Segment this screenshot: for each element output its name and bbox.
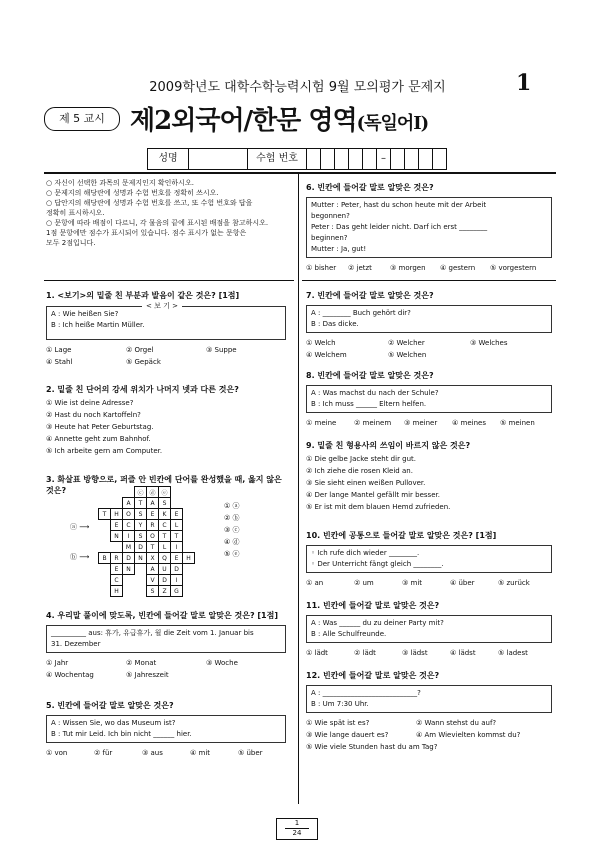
puzzle-cell [135, 586, 147, 597]
option[interactable]: ③ lädst [402, 649, 428, 657]
puzzle-cell [183, 531, 195, 542]
option[interactable]: ② Hast du noch Kartoffeln? [46, 411, 141, 419]
puzzle-cell: O [123, 509, 135, 520]
puzzle-cell: R [147, 520, 159, 531]
question-2 [46, 384, 292, 457]
option[interactable]: ④ meines [452, 419, 486, 427]
box-line: B : Ich muss ______ Eltern helfen. [311, 400, 427, 408]
puzzle-cell: Z [159, 586, 171, 597]
puzzle-cell [99, 520, 111, 531]
puzzle-cell: E [171, 509, 183, 520]
sentence-box [306, 545, 552, 573]
option[interactable]: ④ Stahl [46, 358, 73, 366]
dialog-box [306, 615, 552, 643]
option[interactable]: ① Jahr [46, 659, 69, 667]
option[interactable]: ⑤ Welchen [388, 351, 427, 359]
puzzle-cell [183, 520, 195, 531]
puzzle-cell: A [147, 564, 159, 575]
puzzle-cell [183, 586, 195, 597]
option[interactable]: ③ ⓒ [224, 526, 240, 534]
options [46, 657, 292, 681]
puzzle-cell: T [159, 531, 171, 542]
puzzle-cell: T [99, 509, 111, 520]
name-field[interactable] [189, 149, 248, 169]
header-rule [44, 172, 556, 174]
puzzle-cell: I [123, 531, 135, 542]
option[interactable]: ② jetzt [348, 264, 372, 272]
puzzle-row [99, 498, 195, 509]
puzzle-cell: T [147, 542, 159, 553]
puzzle-cell: O [147, 531, 159, 542]
puzzle-cell: L [159, 542, 171, 553]
instruction-line: ○ 답안지의 해당란에 성명과 수험 번호를 쓰고, 또 수험 번호와 답을 [46, 199, 253, 207]
puzzle-cell: A [123, 498, 135, 509]
question-6 [306, 182, 556, 274]
puzzle-cell [171, 487, 183, 498]
arrow-b-label: ⓑ ⟶ [70, 553, 90, 561]
puzzle-cell: B [99, 553, 111, 564]
puzzle-row [99, 509, 195, 520]
puzzle-cell: D [159, 575, 171, 586]
option[interactable]: ⑤ Ich arbeite gern am Computer. [46, 447, 163, 455]
option[interactable]: ⑤ Gepäck [126, 358, 161, 366]
puzzle-cell: R [111, 553, 123, 564]
instruction-line: ○ 문제지의 해당란에 성명과 수험 번호를 정확히 쓰시오. [46, 189, 219, 197]
puzzle-cell: C [159, 520, 171, 531]
option[interactable]: ② ⓑ [224, 514, 240, 522]
box-line: A : Wissen Sie, wo das Museum ist? [51, 719, 176, 727]
options [306, 417, 556, 429]
puzzle-cell [99, 564, 111, 575]
question-8 [306, 370, 556, 429]
option[interactable]: ④ ⓓ [224, 538, 240, 546]
options [46, 747, 292, 759]
puzzle-cell: E [111, 520, 123, 531]
box-line: B : Tut mir Leid. Ich bin nicht ______ hier. [51, 730, 192, 738]
box-line: 31. Dezember [51, 640, 101, 648]
puzzle-cell [99, 575, 111, 586]
option[interactable]: ③ Wie lange dauert es? [306, 731, 389, 739]
exam-no-digit[interactable] [335, 149, 349, 169]
instructions [46, 178, 292, 248]
option[interactable]: ③ Sie sieht einen weißen Pullover. [306, 479, 426, 487]
box-line: ◦ Ich rufe dich wieder ________. [311, 549, 420, 557]
q3-options [224, 500, 294, 560]
puzzle-cell: S [147, 586, 159, 597]
puzzle-cell: H [111, 586, 123, 597]
option[interactable]: ② für [94, 749, 113, 757]
puzzle-cell: T [171, 531, 183, 542]
page-footer [276, 818, 318, 840]
box-line: __________ aus: 휴가, 유급휴가, 월 die Zeit vom 1. Januar bis [51, 629, 254, 637]
dialog-box [46, 715, 286, 743]
exam-no-digit[interactable] [349, 149, 363, 169]
box-line: B : Das dicke. [311, 320, 359, 328]
option[interactable]: ④ lädst [450, 649, 476, 657]
box-line: ◦ Der Unterricht fängt gleich ________. [311, 560, 444, 568]
puzzle-row [99, 586, 195, 597]
word-puzzle-grid [98, 486, 195, 597]
puzzle-row [99, 542, 195, 553]
puzzle-cell: L [171, 520, 183, 531]
puzzle-cell: C [111, 575, 123, 586]
puzzle-cell [99, 531, 111, 542]
puzzle-cell [183, 542, 195, 553]
puzzle-cell: E [147, 509, 159, 520]
puzzle-cell [111, 487, 123, 498]
options [306, 717, 556, 753]
puzzle-cell [135, 575, 147, 586]
options [306, 577, 556, 589]
puzzle-cell [135, 564, 147, 575]
footer-total: 24 [292, 829, 302, 837]
option[interactable]: ② um [354, 579, 374, 587]
puzzle-cell: ⓓ [147, 487, 159, 498]
option[interactable]: ① lädt [306, 649, 328, 657]
question-12 [306, 670, 556, 753]
option[interactable]: ⑤ meinen [500, 419, 535, 427]
puzzle-cell [99, 498, 111, 509]
subject-sub: (독일어Ⅰ) [356, 113, 429, 134]
question-stem: 12. 빈칸에 들어갈 말로 알맞은 것은? [306, 671, 440, 680]
puzzle-row [99, 520, 195, 531]
puzzle-row [99, 575, 195, 586]
example-box [46, 302, 286, 340]
box-line: Mutter : Ja, gut! [311, 245, 367, 253]
exam-title: 2009학년도 대학수학능력시험 9월 모의평가 문제지 [149, 80, 446, 95]
puzzle-cell [183, 487, 195, 498]
puzzle-cell [99, 542, 111, 553]
option[interactable]: ⑤ zurück [498, 579, 530, 587]
option[interactable]: ② meinem [354, 419, 392, 427]
puzzle-cell: S [135, 531, 147, 542]
box-line: A : Was machst du nach der Schule? [311, 389, 439, 397]
question-9 [306, 440, 556, 513]
question-stem: 5. 빈칸에 들어갈 말로 알맞은 것은? [46, 701, 174, 710]
question-stem: 7. 빈칸에 들어갈 말로 알맞은 것은? [306, 291, 434, 300]
question-1 [46, 290, 292, 368]
question-7 [306, 290, 556, 361]
question-10 [306, 530, 556, 589]
option[interactable]: ① meine [306, 419, 337, 427]
option[interactable]: ④ Der lange Mantel gefällt mir besser. [306, 491, 440, 499]
option[interactable]: ③ Heute hat Peter Geburtstag. [46, 423, 154, 431]
puzzle-cell: K [159, 509, 171, 520]
puzzle-cell [183, 509, 195, 520]
puzzle-cell [123, 487, 135, 498]
box-line: A : ________ Buch gehört dir? [311, 309, 411, 317]
exam-no-digit[interactable] [321, 149, 335, 169]
option[interactable]: ⑤ vorgestern [490, 264, 537, 272]
puzzle-cell: S [135, 509, 147, 520]
option[interactable]: ③ Welches [470, 339, 508, 347]
period-badge: 제 5 교시 [44, 107, 120, 131]
subject-title [130, 100, 428, 137]
option[interactable]: ⑤ ⓔ [224, 550, 240, 558]
option[interactable]: ① Lage [46, 346, 72, 354]
instruction-line: 정확히 표시하시오. [46, 209, 105, 217]
option[interactable]: ④ gestern [440, 264, 476, 272]
candidate-id-row [147, 148, 447, 170]
option[interactable]: ⑤ Jahreszeit [126, 671, 169, 679]
subject-main: 제2외국어/한문 영역 [130, 106, 357, 136]
example-box-label: < 보 기 > [142, 301, 182, 311]
puzzle-cell: N [135, 553, 147, 564]
option[interactable]: ② lädt [354, 649, 376, 657]
option[interactable]: ④ Am Wievielten kommst du? [416, 731, 521, 739]
question-stem: 4. 우리말 풀이에 맞도록, 빈칸에 들어갈 말로 알맞은 것은? [1점] [46, 611, 278, 620]
puzzle-cell: T [135, 498, 147, 509]
puzzle-cell [171, 498, 183, 509]
question-5 [46, 700, 292, 759]
options [46, 344, 292, 368]
box-line: Mutter : Peter, hast du schon heute mit der Arbeit [311, 201, 487, 209]
options [306, 262, 556, 274]
option[interactable]: ② Welcher [388, 339, 425, 347]
option[interactable]: ④ Annette geht zum Bahnhof. [46, 435, 151, 443]
puzzle-cell: E [111, 564, 123, 575]
box-line: B : Alle Schulfreunde. [311, 630, 387, 638]
instructions-rule [44, 280, 294, 281]
exam-no-digit[interactable] [419, 149, 433, 169]
arrow-a-label: ⓐ ⟶ [70, 523, 90, 531]
puzzle-cell: ⓔ [159, 487, 171, 498]
puzzle-cell [123, 575, 135, 586]
instruction-line: 모두 2점입니다. [46, 239, 96, 247]
question-stem: 10. 빈칸에 공통으로 들어갈 말로 알맞은 것은? [1점] [306, 531, 497, 540]
exam-no-dash: – [377, 149, 391, 169]
instruction-line: 1점 문항에만 점수가 표시되어 있습니다. 점수 표시가 없는 문항은 [46, 229, 247, 237]
puzzle-cell [183, 575, 195, 586]
option[interactable]: ④ mit [190, 749, 211, 757]
box-line: A : Wie heißen Sie? [51, 310, 119, 318]
puzzle-row [99, 531, 195, 542]
exam-no-digit[interactable] [433, 149, 446, 169]
options [306, 647, 556, 659]
option[interactable]: ② Wann stehst du auf? [416, 719, 497, 727]
puzzle-cell [183, 564, 195, 575]
puzzle-cell: N [111, 531, 123, 542]
option[interactable]: ② Ich ziehe die rosen Kleid an. [306, 467, 413, 475]
puzzle-cell: N [123, 564, 135, 575]
dialog-box [306, 385, 552, 413]
option[interactable]: ③ morgen [390, 264, 426, 272]
option[interactable]: ④ über [450, 579, 475, 587]
puzzle-cell [99, 586, 111, 597]
box-line: A : ___________________________? [311, 689, 421, 697]
puzzle-cell: Q [159, 553, 171, 564]
name-label: 성명 [148, 149, 189, 169]
question-stem: 2. 밑줄 친 단어의 강세 위치가 나머지 넷과 다른 것은? [46, 385, 239, 394]
puzzle-cell [123, 586, 135, 597]
puzzle-cell [99, 487, 111, 498]
section-rule [302, 280, 556, 281]
puzzle-cell: X [147, 553, 159, 564]
options [46, 397, 292, 457]
puzzle-cell: S [159, 498, 171, 509]
puzzle-cell: H [111, 509, 123, 520]
question-11 [306, 600, 556, 659]
option[interactable]: ① Wie spät ist es? [306, 719, 370, 727]
puzzle-cell: Y [135, 520, 147, 531]
puzzle-row [99, 553, 195, 564]
puzzle-cell: I [171, 542, 183, 553]
question-stem: 8. 빈칸에 들어갈 말로 알맞은 것은? [306, 371, 434, 380]
puzzle-cell: ⓒ [135, 487, 147, 498]
page-number: 1 [516, 70, 532, 96]
exam-no-digit[interactable] [391, 149, 405, 169]
puzzle-row [99, 487, 195, 498]
exam-no-digit[interactable] [363, 149, 377, 169]
puzzle-cell: U [159, 564, 171, 575]
puzzle-cell: M [123, 542, 135, 553]
question-stem: 1. <보기>의 밑줄 친 부분과 발음이 같은 것은? [1점] [46, 291, 240, 300]
question-stem: 3. 화살표 방향으로, 퍼즐 안 빈칸에 단어를 완성했을 때, 옳지 않은 것은? [46, 475, 282, 495]
dialog-box [306, 305, 552, 333]
option[interactable]: ⑤ Er ist mit dem blauen Hemd zufrieden. [306, 503, 451, 511]
puzzle-cell: G [171, 586, 183, 597]
option[interactable]: ③ meiner [404, 419, 438, 427]
option[interactable]: ⑤ über [238, 749, 263, 757]
options [306, 453, 556, 513]
option[interactable]: ② Monat [126, 659, 157, 667]
box-line: B : Um 7:30 Uhr. [311, 700, 369, 708]
option[interactable]: ① an [306, 579, 324, 587]
puzzle-cell: H [183, 553, 195, 564]
box-line: B : Ich heiße Martin Müller. [51, 321, 145, 329]
instruction-line: ○ 자신이 선택한 과목의 문제지인지 확인하시오. [46, 179, 194, 187]
question-stem: 9. 밑줄 친 형용사의 쓰임이 바르지 않은 것은? [306, 441, 471, 450]
exam-no-digit[interactable] [405, 149, 419, 169]
box-line: Peter : Das geht leider nicht. Darf ich erst ________ [311, 223, 488, 231]
option[interactable]: ① ⓐ [224, 502, 240, 510]
option[interactable]: ② Orgel [126, 346, 154, 354]
option[interactable]: ④ Wochentag [46, 671, 94, 679]
box-line: A : Was ______ du zu deiner Party mit? [311, 619, 444, 627]
puzzle-cell: V [147, 575, 159, 586]
options [306, 337, 556, 361]
option[interactable]: ④ Welchem [306, 351, 347, 359]
footer-page: 1 [285, 819, 309, 829]
dialog-box [306, 685, 552, 713]
puzzle-cell: D [135, 542, 147, 553]
puzzle-cell: E [171, 553, 183, 564]
option[interactable]: ① bisher [306, 264, 337, 272]
column-divider [298, 174, 299, 804]
question-stem: 6. 빈칸에 들어갈 말로 알맞은 것은? [306, 183, 434, 192]
option[interactable]: ⑤ Wie viele Stunden hast du am Tag? [306, 743, 438, 751]
dialog-box [306, 197, 552, 258]
puzzle-cell [111, 542, 123, 553]
instruction-line: ○ 문항에 따라 배점이 다르니, 각 물음의 끝에 표시된 배점을 참고하시오. [46, 219, 269, 227]
question-4 [46, 610, 292, 681]
puzzle-cell: A [147, 498, 159, 509]
puzzle-cell: C [123, 520, 135, 531]
option[interactable]: ③ Suppe [206, 346, 237, 354]
definition-box [46, 625, 286, 653]
exam-no-label: 수험 번호 [248, 149, 307, 169]
exam-no-digit[interactable] [307, 149, 321, 169]
puzzle-cell: I [171, 575, 183, 586]
option[interactable]: ① von [46, 749, 68, 757]
puzzle-row [99, 564, 195, 575]
option[interactable]: ③ Woche [206, 659, 238, 667]
option[interactable]: ③ aus [142, 749, 163, 757]
option[interactable]: ① Welch [306, 339, 336, 347]
option[interactable]: ① Die gelbe Jacke steht dir gut. [306, 455, 417, 463]
question-stem: 11. 빈칸에 들어갈 말로 알맞은 것은? [306, 601, 440, 610]
box-line: begonnen? [311, 212, 350, 220]
option[interactable]: ③ mit [402, 579, 423, 587]
box-line: beginnen? [311, 234, 348, 242]
puzzle-cell: D [123, 553, 135, 564]
puzzle-cell: D [171, 564, 183, 575]
puzzle-cell [183, 498, 195, 509]
option[interactable]: ① Wie ist deine Adresse? [46, 399, 134, 407]
option[interactable]: ⑤ ladest [498, 649, 528, 657]
puzzle-cell [111, 498, 123, 509]
